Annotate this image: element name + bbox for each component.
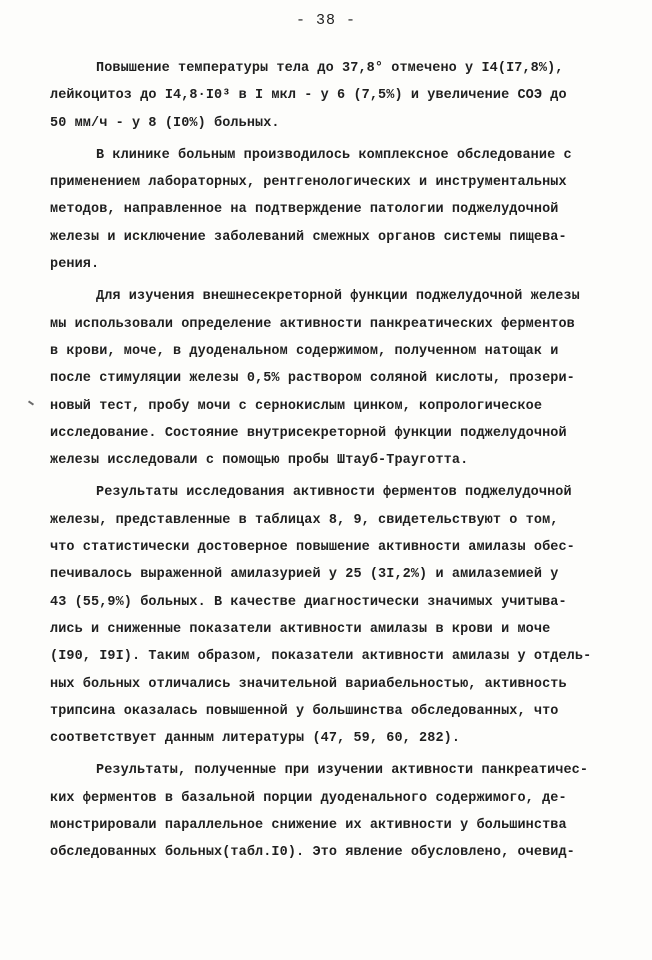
paragraph [50,55,625,137]
text-line: монстрировали параллельное снижение их активности у большинства [50,818,567,834]
text-line: лейкоцитоз до I4,8·I0³ в I мкл - у 6 (7,5%) и увеличение СОЭ до [50,88,567,104]
text-line: в крови, моче, в дуоденальном содержимом, полученном натощак и [50,343,559,359]
body-text [50,55,625,867]
text-line: Для изучения внешнесекреторной функции поджелудочной железы [96,289,580,305]
page-number: - 38 - [295,12,356,29]
text-line: ких ферментов в базальной порции дуоденального содержимого, де- [50,790,567,806]
text-line: (I90, I9I). Таким образом, показатели активности амилазы у отдель- [50,649,592,665]
text-line: Повышение температуры тела до 37,8° отмечено у I4(I7,8%), [96,61,564,76]
text-line: исследование. Состояние внутрисекреторной функции поджелудочной [50,425,567,441]
paragraph [50,479,625,752]
text-line: обследованных больных(табл.I0). Это явление обусловлено, очевид- [50,845,575,861]
scan-speck [28,400,34,405]
text-line: железы исследовали с помощью пробы Штауб-Трауготта. [50,453,469,469]
text-line: Результаты исследования активности ферментов поджелудочной [96,485,572,501]
text-line: что статистически достоверное повышение активности амилазы обес- [50,540,575,556]
text-line: печивалось выраженной амилазурией у 25 (3I,2%) и амилаземией у [50,567,559,583]
text-line: железы и исключение заболеваний смежных органов системы пищева- [50,229,567,245]
text-line: железы, представленные в таблицах 8, 9, свидетельствуют о том, [50,512,559,528]
text-line: новый тест, пробу мочи с сернокислым цинком, копрологическое [50,398,543,414]
text-line: В клинике больным производилось комплексное обследование с [96,147,572,163]
text-line: рения. [50,257,100,273]
text-line: лись и сниженные показатели активности амилазы в крови и моче [50,621,551,637]
text-line: применением лабораторных, рентгенологических и инструментальных [50,175,567,191]
paragraph [50,757,625,866]
paragraph [50,283,625,474]
text-line: методов, направленное на подтверждение патологии поджелудочной [50,202,559,218]
text-line: мы использовали определение активности панкреатических ферментов [50,316,575,332]
paragraph [50,142,625,278]
text-line: после стимуляции железы 0,5% раствором соляной кислоты, прозери- [50,371,575,387]
text-line: соответствует данным литературы (47, 59, 60, 282). [50,731,461,747]
text-line: 43 (55,9%) больных. В качестве диагностически значимых учитыва- [50,594,567,610]
text-line: трипсина оказалась повышенной у большинства обследованных, что [50,703,559,719]
text-line: ных больных отличались значительной вариабельностью, активность [50,676,567,692]
text-line: Результаты, полученные при изучении активности панкреатичес- [96,763,589,779]
text-line: 50 мм/ч - у 8 (I0%) больных. [50,115,280,131]
